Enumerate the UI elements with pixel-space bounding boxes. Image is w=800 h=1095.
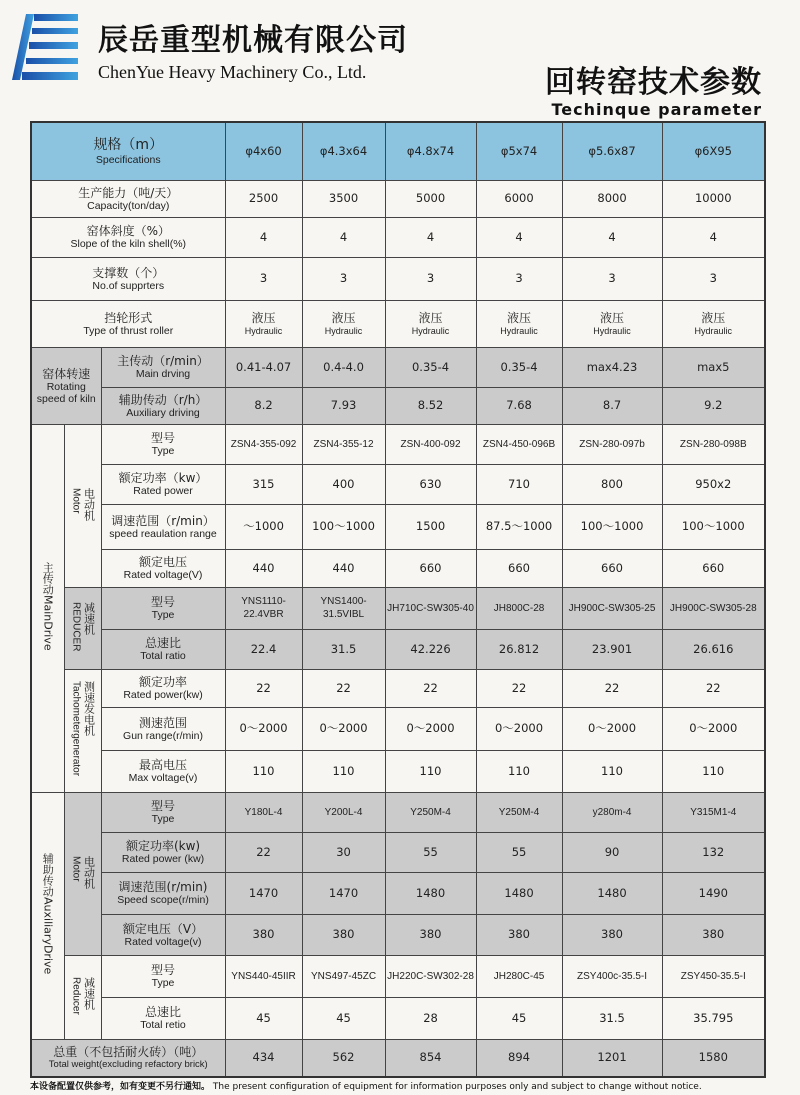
value-cell: 22.4 xyxy=(225,629,302,669)
row-label xyxy=(101,424,225,464)
row-label-zh: 生产能力（吨/天） xyxy=(78,185,179,200)
value-cell xyxy=(225,300,302,347)
row-label-en: Total retio xyxy=(140,1019,186,1031)
row-label xyxy=(101,955,225,997)
value-cell: 434 xyxy=(225,1039,302,1077)
value-cell: ZSN-280-098B xyxy=(662,424,765,464)
row-label-zh: 总速比 xyxy=(145,636,182,650)
value-cell: 110 xyxy=(662,750,765,792)
value-cell: 950x2 xyxy=(662,464,765,504)
row-label-zh: 型号 xyxy=(151,595,176,609)
value-cell: 1480 xyxy=(476,872,562,914)
row-label xyxy=(31,257,225,300)
row-label-zh: 额定功率（kw） xyxy=(118,471,208,485)
value-cell: 110 xyxy=(476,750,562,792)
value-cell: 22 xyxy=(476,669,562,707)
value-cell: 45 xyxy=(302,997,385,1039)
row-main_drive-reducer-ratio xyxy=(31,629,765,669)
value-en: Hydraulic xyxy=(324,325,363,336)
group-label-text: 主传动MainDrive xyxy=(41,562,55,651)
value-cell: 9.2 xyxy=(662,387,765,424)
group-label-text: 辅助传动AuxiliaryDrive xyxy=(41,853,55,975)
value-cell: 4 xyxy=(662,217,765,257)
value-en: Hydraulic xyxy=(244,325,283,336)
value-cell: ZSN4-450-096B xyxy=(476,424,562,464)
row-label-en: Total ratio xyxy=(140,650,186,662)
technical-parameter-table xyxy=(30,121,766,1078)
value-cell: ZSN4-355-12 xyxy=(302,424,385,464)
value-cell: 440 xyxy=(302,549,385,587)
row-label-zh: 支撑数（个） xyxy=(92,265,165,280)
row-label-en: No.of supprters xyxy=(92,279,165,292)
row-label-en: Type xyxy=(151,977,175,989)
value-cell: 22 xyxy=(225,669,302,707)
value-cell: 8000 xyxy=(562,180,662,217)
value-cell: 23.901 xyxy=(562,629,662,669)
row-main_drive-tachometer-range xyxy=(31,707,765,750)
row-label xyxy=(101,464,225,504)
value-cell: 3 xyxy=(385,257,476,300)
row-label-en: Rated power (kw) xyxy=(121,853,205,865)
row-label-zh: 测速范围 xyxy=(139,715,188,730)
value-cell: 100～1000 xyxy=(302,504,385,549)
model-column-header: φ4.8x74 xyxy=(385,122,476,180)
value-cell: 55 xyxy=(476,832,562,872)
value-cell: YNS1400-31.5VIBL xyxy=(302,587,385,629)
footnote-en: The present configuration of equipment for information purposes only and subject to change without notice. xyxy=(212,1082,702,1092)
value-cell: 7.93 xyxy=(302,387,385,424)
page-title-en: Techinque parameter xyxy=(551,100,762,119)
value-cell: 0～2000 xyxy=(225,707,302,750)
value-cell xyxy=(385,300,476,347)
row-label-zh: 窑体转速 xyxy=(42,366,91,381)
value-cell: ZSY400c-35.5-I xyxy=(562,955,662,997)
row-label-zh: 规格（m） xyxy=(93,136,164,153)
group-label-zh: 电动机 xyxy=(82,855,96,889)
value-cell: Y200L-4 xyxy=(302,792,385,832)
value-en: Hydraulic xyxy=(500,325,538,336)
value-cell: 42.226 xyxy=(385,629,476,669)
value-cell: 380 xyxy=(385,914,476,955)
row-label xyxy=(101,504,225,549)
row-label xyxy=(101,872,225,914)
value-cell: 0～2000 xyxy=(476,707,562,750)
row-label xyxy=(101,997,225,1039)
row-label xyxy=(101,914,225,955)
row-rotating-main xyxy=(31,347,765,387)
value-cell: 4 xyxy=(225,217,302,257)
table-wrapper xyxy=(30,121,764,1093)
group-label-en: Tachometergenerator xyxy=(70,681,82,777)
row-capacity xyxy=(31,180,765,217)
value-en: Hydraulic xyxy=(593,325,631,336)
row-label-en: Type xyxy=(151,813,175,825)
row-label-en: Type xyxy=(151,445,175,457)
value-cell: 660 xyxy=(562,549,662,587)
value-cell: 800 xyxy=(562,464,662,504)
value-cell: 660 xyxy=(476,549,562,587)
value-cell: 315 xyxy=(225,464,302,504)
value-cell: JH900C-SW305-28 xyxy=(662,587,765,629)
group-label-zh: 减速机 xyxy=(82,601,96,635)
group-label-zh: 电动机 xyxy=(82,487,96,521)
value-cell: 1500 xyxy=(385,504,476,549)
value-cell: 4 xyxy=(476,217,562,257)
value-zh: 液压 xyxy=(701,310,726,325)
row-label-en: Rated power(kw) xyxy=(123,689,203,701)
header-row xyxy=(31,122,765,180)
value-cell: 132 xyxy=(662,832,765,872)
value-zh: 液压 xyxy=(331,310,356,325)
value-cell: 0～2000 xyxy=(302,707,385,750)
value-cell: 22 xyxy=(562,669,662,707)
value-cell: 0～2000 xyxy=(385,707,476,750)
row-weight xyxy=(31,1039,765,1077)
value-cell: 2500 xyxy=(225,180,302,217)
value-cell: 100～1000 xyxy=(562,504,662,549)
group-label-en: REDUCER xyxy=(70,601,82,652)
row-label xyxy=(101,750,225,792)
value-cell: 45 xyxy=(476,997,562,1039)
value-cell: 1480 xyxy=(562,872,662,914)
value-cell: 0.4-4.0 xyxy=(302,347,385,387)
value-cell: Y250M-4 xyxy=(476,792,562,832)
value-cell: 110 xyxy=(302,750,385,792)
value-cell: ZSN-280-097b xyxy=(562,424,662,464)
row-label xyxy=(31,300,225,347)
value-en: Hydraulic xyxy=(694,325,733,336)
value-cell: 894 xyxy=(476,1039,562,1077)
row-label-zh: 挡轮形式 xyxy=(104,310,153,325)
row-label xyxy=(101,669,225,707)
row-label-zh: 型号 xyxy=(151,963,176,977)
value-cell: 710 xyxy=(476,464,562,504)
row-aux_drive-motor-speed xyxy=(31,872,765,914)
row-label-en: Rated voltage(v) xyxy=(124,935,202,948)
value-cell: 562 xyxy=(302,1039,385,1077)
row-label-zh: 额定功率 xyxy=(139,675,188,689)
row-thrust xyxy=(31,300,765,347)
company-name-zh: 辰岳重型机械有限公司 xyxy=(98,23,408,58)
group-label xyxy=(64,955,101,1039)
row-label-en: Type of thrust roller xyxy=(83,324,174,337)
value-cell: JH710C-SW305-40 xyxy=(385,587,476,629)
value-cell: Y250M-4 xyxy=(385,792,476,832)
row-label-en: Type xyxy=(151,609,175,621)
value-cell: 22 xyxy=(385,669,476,707)
value-cell: 0.35-4 xyxy=(385,347,476,387)
row-aux_drive-motor-power xyxy=(31,832,765,872)
value-cell xyxy=(662,300,765,347)
row-main_drive-motor-speed xyxy=(31,504,765,549)
group-label-text xyxy=(70,977,96,1015)
value-cell: JH800C-28 xyxy=(476,587,562,629)
value-cell: YNS497-45ZC xyxy=(302,955,385,997)
value-cell: ZSN4-355-092 xyxy=(225,424,302,464)
value-zh: 液压 xyxy=(418,310,443,325)
value-cell: 1470 xyxy=(225,872,302,914)
row-label-en: Rated voltage(V) xyxy=(123,569,203,581)
row-label-en: speed reaulation range xyxy=(109,527,217,540)
value-cell: 26.616 xyxy=(662,629,765,669)
footnote xyxy=(30,1081,764,1093)
group-label xyxy=(31,424,64,792)
row-label-en: Max voltage(v) xyxy=(128,772,198,784)
value-cell: 4 xyxy=(385,217,476,257)
group-label-text xyxy=(70,681,96,776)
value-cell: y280m-4 xyxy=(562,792,662,832)
row-label-en: Main drving xyxy=(135,368,191,380)
value-cell: 1470 xyxy=(302,872,385,914)
value-cell: 4 xyxy=(562,217,662,257)
row-aux_drive-motor-type xyxy=(31,792,765,832)
row-label-en: Rated power xyxy=(133,485,193,497)
value-cell xyxy=(302,300,385,347)
value-cell: JH900C-SW305-25 xyxy=(562,587,662,629)
model-column-header: φ5x74 xyxy=(476,122,562,180)
value-zh: 液压 xyxy=(600,310,625,325)
row-label-zh: 辅助传动（r/h） xyxy=(118,392,208,407)
value-cell: 3 xyxy=(476,257,562,300)
row-label-zh: 额定电压（V） xyxy=(122,921,204,936)
row-aux_drive-reducer-ratio xyxy=(31,997,765,1039)
value-cell: 110 xyxy=(562,750,662,792)
value-cell: 0.35-4 xyxy=(476,347,562,387)
value-cell: 440 xyxy=(225,549,302,587)
group-label xyxy=(64,587,101,669)
model-column-header: φ4x60 xyxy=(225,122,302,180)
row-label xyxy=(101,587,225,629)
row-label-zh: 型号 xyxy=(151,799,176,813)
row-main_drive-reducer-type xyxy=(31,587,765,629)
row-label xyxy=(101,707,225,750)
value-cell xyxy=(562,300,662,347)
row-rotating-aux xyxy=(31,387,765,424)
group-label-en: Motor xyxy=(70,855,82,882)
row-label-en: Gun range(r/min) xyxy=(123,729,203,742)
row-label-en: Slope of the kiln shell(%) xyxy=(70,238,187,250)
row-label-en: Rotating speed of kiln xyxy=(36,380,96,405)
model-column-header: φ6X95 xyxy=(662,122,765,180)
model-column-header: φ4.3x64 xyxy=(302,122,385,180)
value-cell xyxy=(476,300,562,347)
row-main_drive-motor-voltage xyxy=(31,549,765,587)
row-label-zh: 总速比 xyxy=(145,1005,182,1019)
row-label xyxy=(101,347,225,387)
footnote-zh: 本设备配置仅供参考，如有变更不另行通知。 xyxy=(30,1082,211,1092)
value-cell: Y315M1-4 xyxy=(662,792,765,832)
value-cell: 110 xyxy=(385,750,476,792)
model-column-header: φ5.6x87 xyxy=(562,122,662,180)
value-cell: JH280C-45 xyxy=(476,955,562,997)
row-label xyxy=(31,1039,225,1077)
value-en: Hydraulic xyxy=(411,325,450,336)
value-cell: 0.41-4.07 xyxy=(225,347,302,387)
row-label-zh: 最高电压 xyxy=(139,758,188,772)
row-main_drive-motor-power xyxy=(31,464,765,504)
value-cell: JH220C-SW302-28 xyxy=(385,955,476,997)
value-cell: 22 xyxy=(225,832,302,872)
row-main_drive-motor-type xyxy=(31,424,765,464)
row-main_drive-tachometer-power xyxy=(31,669,765,707)
value-cell: 3 xyxy=(662,257,765,300)
row-label-en: Speed scope(r/min) xyxy=(117,894,209,906)
group-label xyxy=(31,347,101,424)
company-name-en: ChenYue Heavy Machinery Co., Ltd. xyxy=(98,62,367,82)
value-cell: 3 xyxy=(562,257,662,300)
group-label xyxy=(64,424,101,587)
value-cell: 30 xyxy=(302,832,385,872)
value-cell: 87.5～1000 xyxy=(476,504,562,549)
value-cell: max4.23 xyxy=(562,347,662,387)
row-label xyxy=(31,217,225,257)
value-cell: 28 xyxy=(385,997,476,1039)
page-title-zh: 回转窑技术参数 xyxy=(545,65,762,100)
value-cell: 400 xyxy=(302,464,385,504)
value-cell: 0～2000 xyxy=(562,707,662,750)
row-label-zh: 额定功率(kw) xyxy=(125,839,201,853)
value-cell: ～1000 xyxy=(225,504,302,549)
group-label-zh: 测速发电机 xyxy=(82,681,96,737)
row-label-zh: 窑体斜度（%） xyxy=(86,224,170,238)
spec-header xyxy=(31,122,225,180)
row-label-zh: 主传动（r/min） xyxy=(117,354,209,368)
row-label-zh: 调速范围（r/min） xyxy=(111,513,215,528)
row-label-en: Auxiliary driving xyxy=(126,406,200,419)
value-cell: 3500 xyxy=(302,180,385,217)
value-zh: 液压 xyxy=(507,310,532,325)
value-cell: 1201 xyxy=(562,1039,662,1077)
company-logo xyxy=(12,14,80,80)
row-label xyxy=(101,549,225,587)
value-cell: YNS1110-22.4VBR xyxy=(225,587,302,629)
value-cell: 0～2000 xyxy=(662,707,765,750)
value-cell: 5000 xyxy=(385,180,476,217)
value-cell: 8.2 xyxy=(225,387,302,424)
value-cell: 4 xyxy=(302,217,385,257)
value-cell: 3 xyxy=(225,257,302,300)
value-cell: ZSY450-35.5-I xyxy=(662,955,765,997)
row-label xyxy=(101,832,225,872)
value-cell: 6000 xyxy=(476,180,562,217)
value-cell: 22 xyxy=(302,669,385,707)
value-cell: 8.7 xyxy=(562,387,662,424)
row-label-zh: 额定电压 xyxy=(139,555,188,569)
value-cell: 854 xyxy=(385,1039,476,1077)
row-main_drive-tachometer-max_voltage xyxy=(31,750,765,792)
row-label-zh: 调速范围(r/min) xyxy=(118,880,208,894)
value-cell: 1580 xyxy=(662,1039,765,1077)
value-cell: 45 xyxy=(225,997,302,1039)
group-label-text xyxy=(70,856,96,889)
row-label-zh: 型号 xyxy=(151,431,176,445)
value-cell: 380 xyxy=(302,914,385,955)
group-label-en: Motor xyxy=(70,487,82,514)
value-cell: max5 xyxy=(662,347,765,387)
group-label-zh: 减速机 xyxy=(82,976,96,1010)
value-cell: 100～1000 xyxy=(662,504,765,549)
value-cell: 660 xyxy=(385,549,476,587)
value-cell: 110 xyxy=(225,750,302,792)
value-cell: 31.5 xyxy=(302,629,385,669)
value-cell: 380 xyxy=(562,914,662,955)
value-cell: 1490 xyxy=(662,872,765,914)
row-label-en: Capacity(ton/day) xyxy=(87,199,170,212)
row-supports xyxy=(31,257,765,300)
row-label xyxy=(101,387,225,424)
group-label xyxy=(31,792,64,1039)
value-cell: 380 xyxy=(662,914,765,955)
group-label xyxy=(64,669,101,792)
value-cell: 26.812 xyxy=(476,629,562,669)
group-label xyxy=(64,792,101,955)
value-cell: 380 xyxy=(225,914,302,955)
row-aux_drive-reducer-type xyxy=(31,955,765,997)
value-cell: 55 xyxy=(385,832,476,872)
row-slope xyxy=(31,217,765,257)
value-cell: ZSN-400-092 xyxy=(385,424,476,464)
value-cell: 22 xyxy=(662,669,765,707)
row-label-zh: 总重（不包括耐火砖）（吨） xyxy=(53,1044,204,1059)
value-cell: 3 xyxy=(302,257,385,300)
row-label-en: Total weight(excluding refactory brick) xyxy=(48,1058,208,1070)
value-cell: 630 xyxy=(385,464,476,504)
value-cell: 7.68 xyxy=(476,387,562,424)
value-zh: 液压 xyxy=(251,310,276,325)
value-cell: 10000 xyxy=(662,180,765,217)
value-cell: 1480 xyxy=(385,872,476,914)
value-cell: 380 xyxy=(476,914,562,955)
row-label xyxy=(31,180,225,217)
group-label-text xyxy=(70,488,96,521)
value-cell: Y180L-4 xyxy=(225,792,302,832)
row-label-en: Specifications xyxy=(95,153,161,166)
row-label xyxy=(101,792,225,832)
row-label xyxy=(101,629,225,669)
row-aux_drive-motor-voltage xyxy=(31,914,765,955)
value-cell: YNS440-45IIR xyxy=(225,955,302,997)
value-cell: 660 xyxy=(662,549,765,587)
value-cell: 8.52 xyxy=(385,387,476,424)
group-label-text xyxy=(70,602,96,651)
value-cell: 35.795 xyxy=(662,997,765,1039)
group-label-en: Reducer xyxy=(70,976,82,1015)
value-cell: 90 xyxy=(562,832,662,872)
value-cell: 31.5 xyxy=(562,997,662,1039)
